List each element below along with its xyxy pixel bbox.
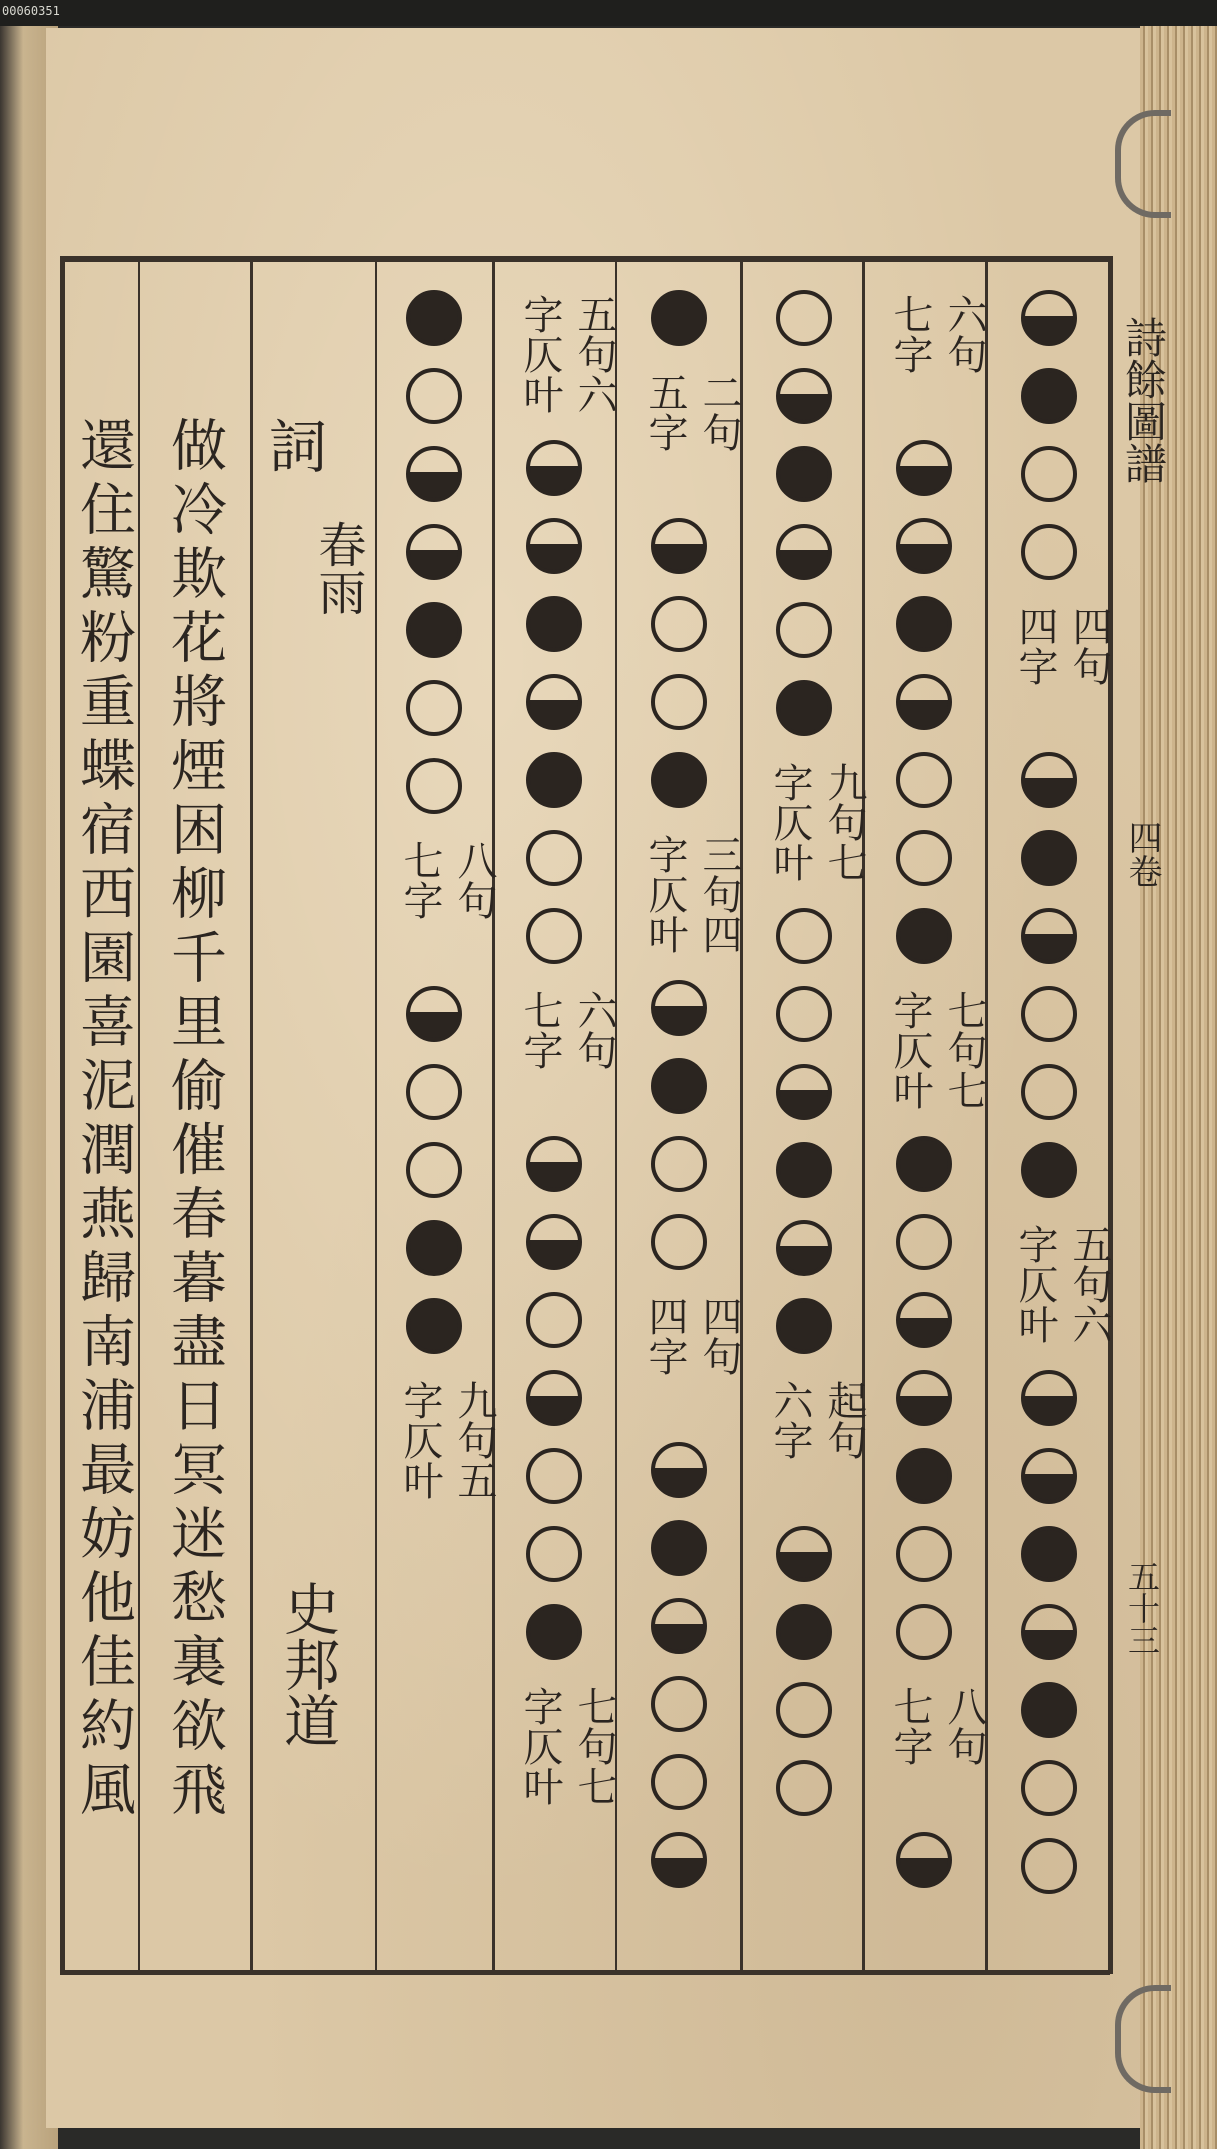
volume-label-wrap — [1115, 820, 1171, 888]
tone-mark-half — [1021, 1604, 1077, 1660]
tone-mark-half — [1021, 1448, 1077, 1504]
tone-mark-half — [526, 1214, 582, 1270]
annotation-text: 字仄叶 — [767, 762, 813, 882]
pattern-annotation — [764, 762, 872, 882]
tone-mark-half — [776, 1220, 832, 1276]
column-rule — [1108, 262, 1111, 1972]
tone-mark-open — [406, 368, 462, 424]
tone-mark-open — [1021, 524, 1077, 580]
tone-mark-filled — [776, 680, 832, 736]
tone-mark-open — [526, 1526, 582, 1582]
scan-top-bar — [0, 0, 1217, 26]
lyric-line-2: 還住驚粉重蝶宿西園喜泥潤燕歸南浦最妨他佳約風 — [71, 416, 136, 1824]
tone-mark-filled — [1021, 1682, 1077, 1738]
annotation-text: 六句 — [941, 294, 987, 374]
pattern-annotation — [639, 834, 747, 954]
tone-mark-open — [896, 830, 952, 886]
tone-mark-filled — [1021, 1526, 1077, 1582]
tone-mark-open — [526, 1292, 582, 1348]
tone-mark-open — [776, 908, 832, 964]
annotation-text: 字仄叶 — [1012, 1224, 1058, 1344]
tone-mark-half — [406, 524, 462, 580]
tone-mark-open — [896, 1604, 952, 1660]
lyric-author: 史邦道 — [275, 1580, 340, 1748]
tone-mark-open — [651, 1214, 707, 1270]
annotation-text: 字仄叶 — [397, 1380, 443, 1500]
annotation-text: 六字 — [767, 1380, 813, 1460]
page-number-wrap — [1115, 1560, 1171, 1656]
tone-mark-open — [406, 758, 462, 814]
tone-mark-half — [526, 518, 582, 574]
annotation-text: 二句 — [696, 372, 742, 452]
annotation-text: 九句七 — [821, 762, 867, 882]
pattern-annotation — [514, 1686, 622, 1806]
annotation-text: 五句六 — [1066, 1224, 1112, 1344]
tone-mark-half — [896, 440, 952, 496]
tone-mark-filled — [776, 446, 832, 502]
tone-mark-open — [1021, 1760, 1077, 1816]
tone-mark-filled — [651, 1058, 707, 1114]
tone-mark-open — [896, 1526, 952, 1582]
tone-mark-open — [1021, 1838, 1077, 1894]
tone-mark-filled — [526, 596, 582, 652]
tone-mark-half — [1021, 752, 1077, 808]
tone-mark-open — [651, 596, 707, 652]
tone-mark-filled — [776, 1298, 832, 1354]
frame-bottom-line — [60, 1970, 1110, 1975]
tone-mark-filled — [651, 290, 707, 346]
tone-mark-half — [651, 1598, 707, 1654]
tone-mark-half — [1021, 1370, 1077, 1426]
annotation-text: 五字 — [642, 372, 688, 452]
lyric-title: 詞 — [268, 413, 327, 481]
tone-mark-open — [896, 752, 952, 808]
tone-mark-open — [651, 674, 707, 730]
tone-mark-filled — [406, 1298, 462, 1354]
tone-mark-half — [651, 980, 707, 1036]
tone-mark-half — [896, 674, 952, 730]
annotation-text: 六句 — [571, 990, 617, 1070]
volume-label: 四卷 — [1122, 820, 1162, 888]
lyric-line-1-column — [152, 270, 236, 1970]
tone-mark-open — [406, 1064, 462, 1120]
tone-mark-open — [526, 1448, 582, 1504]
annotation-text: 九句五 — [451, 1380, 497, 1500]
annotation-text: 七句七 — [941, 990, 987, 1110]
tone-mark-filled — [896, 1136, 952, 1192]
header-column — [1115, 270, 1171, 530]
tone-mark-half — [526, 440, 582, 496]
annotation-text: 四字 — [1012, 606, 1058, 686]
column-rule — [375, 262, 377, 1972]
tone-mark-half — [1021, 908, 1077, 964]
annotation-text: 四字 — [642, 1296, 688, 1376]
annotation-text: 字仄叶 — [517, 1686, 563, 1806]
annotation-text: 字仄叶 — [517, 294, 563, 414]
column-rule — [740, 262, 743, 1972]
book-title: 詩餘圖譜 — [1119, 316, 1168, 484]
lyric-subtitle: 春雨 — [310, 520, 366, 616]
annotation-text: 五句六 — [571, 294, 617, 414]
frame-left-line — [60, 256, 65, 1974]
tone-mark-filled — [406, 1220, 462, 1276]
annotation-text: 七句七 — [571, 1686, 617, 1806]
tone-mark-filled — [406, 290, 462, 346]
tone-mark-half — [776, 524, 832, 580]
tone-mark-filled — [526, 752, 582, 808]
column-rule — [492, 262, 495, 1972]
tone-mark-filled — [776, 1142, 832, 1198]
tone-mark-filled — [1021, 368, 1077, 424]
tone-mark-open — [776, 602, 832, 658]
tone-mark-open — [406, 1142, 462, 1198]
pattern-annotation — [884, 990, 992, 1110]
binding-clip-top-icon — [1115, 110, 1171, 218]
pattern-annotation — [639, 372, 747, 452]
pattern-annotation — [514, 294, 622, 414]
tone-mark-half — [651, 1442, 707, 1498]
tone-mark-open — [1021, 986, 1077, 1042]
tone-mark-filled — [651, 1520, 707, 1576]
pattern-annotation — [1009, 606, 1117, 686]
tone-mark-half — [651, 518, 707, 574]
pattern-annotation — [514, 990, 622, 1070]
tone-mark-filled — [1021, 830, 1077, 886]
annotation-text: 七字 — [517, 990, 563, 1070]
binding-clip-bottom-icon — [1115, 1985, 1171, 2093]
tone-mark-open — [776, 1682, 832, 1738]
tone-mark-open — [776, 1760, 832, 1816]
tone-mark-filled — [526, 1604, 582, 1660]
column-rule — [138, 262, 140, 1972]
tone-mark-half — [896, 1832, 952, 1888]
pattern-annotation — [639, 1296, 747, 1376]
lyric-title-column — [262, 410, 334, 485]
annotation-text: 三句四 — [696, 834, 742, 954]
tone-mark-half — [776, 1526, 832, 1582]
annotation-text: 七字 — [887, 294, 933, 374]
tone-mark-filled — [651, 752, 707, 808]
tone-mark-half — [406, 446, 462, 502]
page-number: 五十三 — [1123, 1560, 1161, 1656]
tone-mark-filled — [896, 596, 952, 652]
tone-mark-half — [896, 1370, 952, 1426]
tone-mark-open — [776, 290, 832, 346]
annotation-text: 字仄叶 — [642, 834, 688, 954]
tone-mark-half — [1021, 290, 1077, 346]
annotation-text: 四句 — [696, 1296, 742, 1376]
tone-mark-half — [526, 674, 582, 730]
annotation-text: 八句 — [451, 840, 497, 920]
tone-mark-open — [896, 1214, 952, 1270]
tone-mark-half — [896, 518, 952, 574]
tone-mark-half — [776, 368, 832, 424]
tone-mark-open — [651, 1676, 707, 1732]
lyric-line-1: 做冷欺花將煙困柳千里偷催春暮盡日冥迷愁裏欲飛 — [162, 416, 227, 1824]
pattern-annotation — [1009, 1224, 1117, 1344]
tone-mark-open — [776, 986, 832, 1042]
annotation-text: 七字 — [887, 1686, 933, 1766]
lyric-subtitle-column — [312, 520, 372, 616]
tone-mark-half — [896, 1292, 952, 1348]
tone-mark-half — [406, 986, 462, 1042]
annotation-text: 八句 — [941, 1686, 987, 1766]
annotation-text: 起句 — [821, 1380, 867, 1460]
annotation-text: 字仄叶 — [887, 990, 933, 1110]
frame-top-line — [60, 256, 1110, 262]
scan-id: 00060351 — [2, 4, 60, 18]
tone-mark-half — [776, 1064, 832, 1120]
pattern-annotation — [884, 294, 992, 374]
lyric-line-2-column — [68, 270, 138, 1970]
column-rule — [250, 262, 253, 1972]
annotation-text: 四句 — [1066, 606, 1112, 686]
tone-mark-open — [526, 908, 582, 964]
tone-mark-half — [526, 1136, 582, 1192]
tone-mark-open — [651, 1754, 707, 1810]
lyric-author-column — [275, 1580, 345, 1748]
pattern-annotation — [394, 840, 502, 920]
tone-mark-filled — [776, 1604, 832, 1660]
tone-mark-open — [406, 680, 462, 736]
pattern-annotation — [884, 1686, 992, 1766]
tone-mark-filled — [406, 602, 462, 658]
tone-mark-half — [651, 1832, 707, 1888]
annotation-text: 七字 — [397, 840, 443, 920]
tone-mark-filled — [1021, 1142, 1077, 1198]
tone-mark-open — [1021, 446, 1077, 502]
tone-mark-filled — [896, 1448, 952, 1504]
tone-mark-filled — [896, 908, 952, 964]
tone-mark-open — [651, 1136, 707, 1192]
pattern-annotation — [394, 1380, 502, 1500]
tone-mark-open — [1021, 1064, 1077, 1120]
tone-mark-open — [526, 830, 582, 886]
column-rule — [862, 262, 865, 1972]
tone-mark-half — [526, 1370, 582, 1426]
pattern-annotation — [764, 1380, 872, 1460]
